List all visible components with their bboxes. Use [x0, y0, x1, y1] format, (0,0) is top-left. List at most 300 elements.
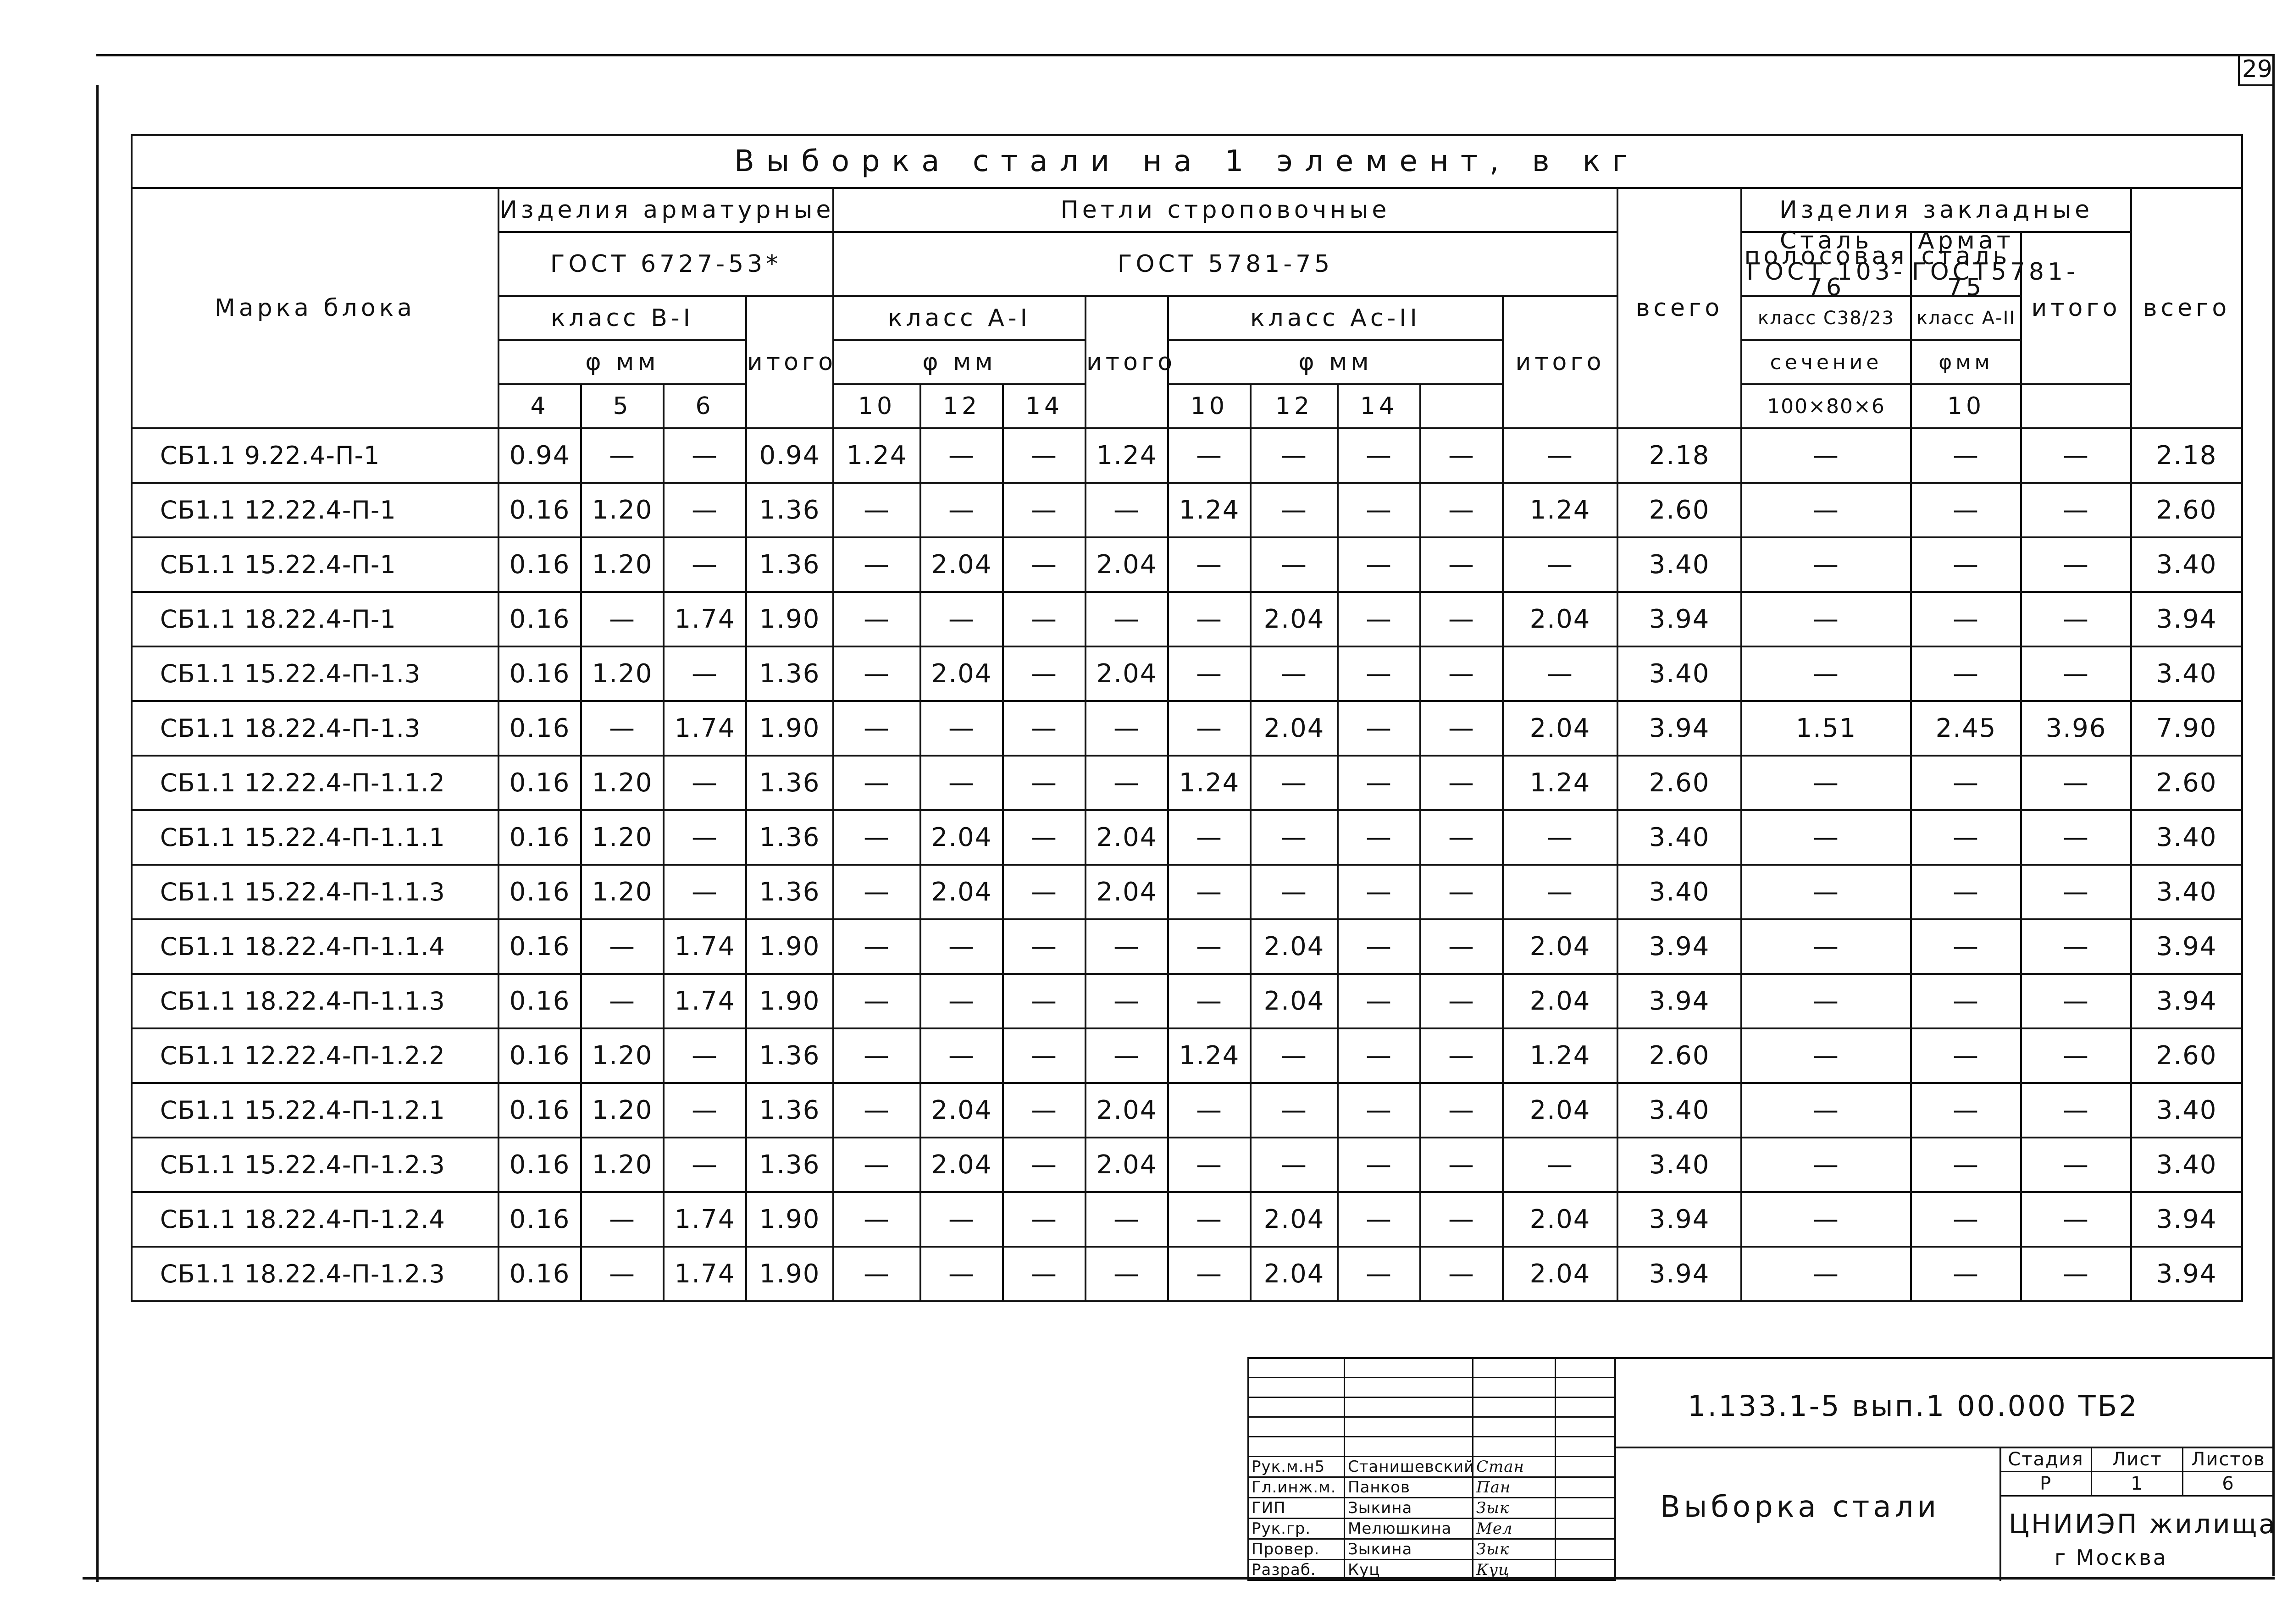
row-cell: — — [1911, 537, 2021, 592]
stamp-blank-cell — [1345, 1417, 1473, 1436]
row-cell: — — [1168, 428, 1251, 483]
row-cell: 3.40 — [2131, 537, 2242, 592]
row-cell: — — [581, 701, 664, 756]
left-border-line — [96, 85, 99, 1582]
stamp-person-row — [1248, 1518, 1615, 1539]
row-cell: 3.94 — [1617, 919, 1741, 974]
row-cell: 3.40 — [2131, 810, 2242, 865]
row-cell: 1.36 — [746, 646, 833, 701]
header-loops-ac2: класс Ас-II — [1168, 296, 1503, 340]
row-cell: — — [1911, 592, 2021, 646]
stage-value: Р — [2000, 1472, 2092, 1496]
row-cell: — — [833, 537, 920, 592]
row-cell: 1.20 — [581, 1138, 664, 1192]
row-cell: — — [920, 483, 1003, 537]
row-cell: 2.45 — [1911, 701, 2021, 756]
row-cell: — — [1251, 865, 1338, 919]
row-cell: — — [1086, 919, 1168, 974]
stamp-role: Гл.инж.м. — [1248, 1477, 1345, 1497]
row-cell: — — [2021, 1247, 2131, 1301]
row-cell: — — [1741, 974, 1911, 1028]
table-row — [132, 1247, 2242, 1301]
row-cell: — — [1338, 1028, 1420, 1083]
stamp-name: Зыкина — [1345, 1497, 1473, 1518]
header-a1-d12: 12 — [920, 384, 1003, 428]
row-cell: 3.40 — [2131, 1083, 2242, 1138]
row-cell: — — [920, 1247, 1003, 1301]
row-cell: — — [2021, 1138, 2131, 1192]
row-cell: 0.94 — [746, 428, 833, 483]
row-cell: — — [1251, 537, 1338, 592]
row-cell: 1.20 — [581, 810, 664, 865]
row-cell: 3.94 — [1617, 974, 1741, 1028]
row-cell: — — [1420, 646, 1503, 701]
sheet-value: 1 — [2092, 1472, 2183, 1496]
stamp-blank-cell — [1248, 1397, 1345, 1417]
row-cell: — — [1911, 483, 2021, 537]
table-row — [132, 1028, 2242, 1083]
row-cell: — — [1911, 756, 2021, 810]
stamp-name: Зыкина — [1345, 1539, 1473, 1559]
row-cell: — — [1741, 1192, 1911, 1247]
row-cell: 3.94 — [1617, 592, 1741, 646]
row-cell: 1.24 — [1168, 483, 1251, 537]
header-loops: Петли строповочные — [833, 188, 1617, 232]
row-mark: СБ1.1 15.22.4-П-1.2.3 — [132, 1138, 498, 1192]
row-cell: 0.16 — [498, 537, 581, 592]
row-cell: 7.90 — [2131, 701, 2242, 756]
row-cell: 3.94 — [1617, 1247, 1741, 1301]
row-cell: 1.36 — [746, 1138, 833, 1192]
row-cell: — — [1168, 1247, 1251, 1301]
right-border-line — [2272, 54, 2275, 1576]
row-cell: — — [1741, 865, 1911, 919]
row-cell: — — [2021, 810, 2131, 865]
table-row — [132, 1083, 2242, 1138]
stamp-blank-cell — [1556, 1358, 1615, 1378]
row-cell: 1.74 — [664, 1192, 746, 1247]
row-cell: — — [1911, 865, 2021, 919]
table-row — [132, 592, 2242, 646]
row-cell: 0.16 — [498, 974, 581, 1028]
stamp-date — [1556, 1518, 1615, 1539]
row-cell: — — [833, 810, 920, 865]
row-cell: — — [664, 810, 746, 865]
page-number: 29 — [2238, 54, 2275, 86]
row-cell: 0.16 — [498, 592, 581, 646]
stamp-blank-cell — [1473, 1397, 1556, 1417]
row-cell: — — [1086, 974, 1168, 1028]
table-row — [132, 865, 2242, 919]
row-cell: — — [1503, 537, 1617, 592]
row-cell: — — [1251, 756, 1338, 810]
row-cell: — — [2021, 919, 2131, 974]
row-cell: — — [1168, 1083, 1251, 1138]
row-cell: 2.04 — [1503, 919, 1617, 974]
row-cell: — — [2021, 537, 2131, 592]
row-cell: — — [581, 592, 664, 646]
stamp-blank-cell — [1473, 1417, 1556, 1436]
row-cell: 2.04 — [1251, 1192, 1338, 1247]
row-cell: — — [833, 756, 920, 810]
stamp-blank-cell — [1345, 1377, 1473, 1397]
row-cell: 1.20 — [581, 756, 664, 810]
row-cell: — — [1251, 1138, 1338, 1192]
row-cell: — — [1086, 756, 1168, 810]
row-cell: — — [1251, 428, 1338, 483]
row-mark: СБ1.1 18.22.4-П-1.2.4 — [132, 1192, 498, 1247]
row-cell: — — [920, 592, 1003, 646]
row-cell: — — [1003, 1138, 1086, 1192]
row-cell: — — [1741, 537, 1911, 592]
doc-title: Выборка стали — [1660, 1490, 1940, 1524]
row-cell: 2.04 — [1086, 646, 1168, 701]
stamp-signature: Стан — [1473, 1456, 1556, 1477]
row-cell: 0.16 — [498, 810, 581, 865]
stamp-name: Мелюшкина — [1345, 1518, 1473, 1539]
row-cell: — — [1420, 974, 1503, 1028]
row-cell: — — [1003, 1247, 1086, 1301]
row-cell: — — [2021, 1192, 2131, 1247]
stamp-person-row — [1248, 1456, 1615, 1477]
row-cell: — — [1741, 1028, 1911, 1083]
stamp-name: Панков — [1345, 1477, 1473, 1497]
row-cell: — — [2021, 428, 2131, 483]
row-cell: — — [664, 865, 746, 919]
stage-table — [1999, 1447, 2275, 1497]
row-cell: 0.16 — [498, 483, 581, 537]
row-cell: 1.90 — [746, 701, 833, 756]
row-cell: 1.74 — [664, 919, 746, 974]
doc-code: 1.133.1-5 вып.1 00.000 ТБ2 — [1688, 1389, 2139, 1423]
row-cell: — — [581, 974, 664, 1028]
row-cell: — — [1338, 592, 1420, 646]
row-cell: 3.40 — [2131, 1138, 2242, 1192]
row-cell: 1.90 — [746, 1247, 833, 1301]
header-emb-sec: сечение — [1741, 340, 1911, 384]
row-cell: — — [1003, 1028, 1086, 1083]
row-cell: — — [581, 919, 664, 974]
table-row — [132, 974, 2242, 1028]
row-cell: 3.40 — [1617, 646, 1741, 701]
row-cell: 1.36 — [746, 756, 833, 810]
row-mark: СБ1.1 15.22.4-П-1.1.1 — [132, 810, 498, 865]
row-cell: — — [920, 428, 1003, 483]
row-cell: 3.40 — [1617, 1083, 1741, 1138]
row-cell: 2.04 — [920, 1083, 1003, 1138]
row-cell: — — [1338, 701, 1420, 756]
row-cell: — — [1003, 1192, 1086, 1247]
row-cell: — — [1168, 701, 1251, 756]
row-cell: — — [1003, 810, 1086, 865]
row-cell: 2.04 — [1503, 701, 1617, 756]
stamp-blank-row — [1248, 1397, 1615, 1417]
row-mark: СБ1.1 12.22.4-П-1 — [132, 483, 498, 537]
row-cell: — — [1741, 428, 1911, 483]
row-cell: — — [920, 919, 1003, 974]
row-cell: — — [1741, 646, 1911, 701]
header-arm-phi: φ мм — [498, 340, 746, 384]
stamp-blank-cell — [1248, 1358, 1345, 1378]
row-cell: 1.24 — [1503, 483, 1617, 537]
row-cell: — — [1003, 919, 1086, 974]
row-cell: — — [1420, 592, 1503, 646]
table-row — [132, 810, 2242, 865]
row-cell: — — [1338, 810, 1420, 865]
row-cell: — — [664, 1138, 746, 1192]
row-cell: — — [2021, 483, 2131, 537]
row-cell: — — [1420, 428, 1503, 483]
stamp-role: ГИП — [1248, 1497, 1345, 1518]
row-cell: — — [1168, 592, 1251, 646]
row-mark: СБ1.1 9.22.4-П-1 — [132, 428, 498, 483]
stamp-name: Куц — [1345, 1559, 1473, 1580]
stamp-blank-row — [1248, 1377, 1615, 1397]
stamp-person-row — [1248, 1559, 1615, 1580]
header-total: всего — [2131, 188, 2242, 428]
header-loops-a1: класс А-I — [833, 296, 1086, 340]
row-cell: — — [1338, 756, 1420, 810]
row-cell: — — [1420, 483, 1503, 537]
row-cell: 3.40 — [2131, 865, 2242, 919]
header-ac2-blank — [1420, 384, 1503, 428]
row-cell: 3.94 — [2131, 974, 2242, 1028]
row-cell: — — [1003, 428, 1086, 483]
row-cell: — — [1338, 483, 1420, 537]
row-cell: — — [1003, 865, 1086, 919]
row-cell: 2.04 — [1503, 974, 1617, 1028]
row-cell: 2.04 — [1251, 919, 1338, 974]
row-cell: — — [1420, 756, 1503, 810]
row-cell: 2.04 — [1503, 1083, 1617, 1138]
row-cell: — — [1420, 1028, 1503, 1083]
row-cell: 2.04 — [1086, 1138, 1168, 1192]
row-cell: 1.90 — [746, 1192, 833, 1247]
row-cell: — — [1420, 810, 1503, 865]
row-cell: 1.90 — [746, 974, 833, 1028]
header-ac2-d10: 10 — [1168, 384, 1251, 428]
table-row — [132, 1138, 2242, 1192]
stamp-signature: Зык — [1473, 1539, 1556, 1559]
row-cell: 1.74 — [664, 701, 746, 756]
row-cell: — — [1338, 537, 1420, 592]
row-cell: 1.24 — [833, 428, 920, 483]
row-cell: 3.40 — [1617, 1138, 1741, 1192]
row-cell: 2.04 — [1086, 1083, 1168, 1138]
row-cell: — — [664, 537, 746, 592]
stamp-signature: Куц — [1473, 1559, 1556, 1580]
row-cell: 0.16 — [498, 646, 581, 701]
row-cell: — — [2021, 646, 2131, 701]
row-cell: — — [664, 428, 746, 483]
row-cell: — — [1911, 919, 2021, 974]
row-cell: — — [833, 1138, 920, 1192]
row-cell: 3.94 — [2131, 1192, 2242, 1247]
stamp-blank-cell — [1473, 1358, 1556, 1378]
row-cell: 1.90 — [746, 919, 833, 974]
row-cell: 1.51 — [1741, 701, 1911, 756]
row-cell: — — [1086, 592, 1168, 646]
row-cell: 1.36 — [746, 810, 833, 865]
row-cell: — — [1168, 537, 1251, 592]
row-cell: 2.04 — [1251, 592, 1338, 646]
header-emb-itogo: итого — [2021, 232, 2131, 384]
row-cell: 2.04 — [1503, 592, 1617, 646]
row-cell: — — [581, 428, 664, 483]
row-cell: — — [1420, 1192, 1503, 1247]
stamp-person-row — [1248, 1539, 1615, 1559]
header-arm-class: класс В-I — [498, 296, 746, 340]
row-cell: — — [1003, 974, 1086, 1028]
header-ac2-d14: 14 — [1338, 384, 1420, 428]
sheets-label: Листов — [2183, 1447, 2274, 1472]
row-cell: 0.16 — [498, 1247, 581, 1301]
row-cell: — — [1420, 1138, 1503, 1192]
row-cell: 0.16 — [498, 1192, 581, 1247]
header-emb-class1: класс С38/23 — [1741, 296, 1911, 340]
row-cell: — — [1741, 1247, 1911, 1301]
row-mark: СБ1.1 18.22.4-П-1.3 — [132, 701, 498, 756]
row-cell: 1.24 — [1168, 1028, 1251, 1083]
stamp-blank-cell — [1345, 1358, 1473, 1378]
stamp-person-row — [1248, 1477, 1615, 1497]
stamp-blank-row — [1248, 1436, 1615, 1456]
row-cell: — — [1420, 919, 1503, 974]
row-cell: — — [1741, 483, 1911, 537]
table-row — [132, 756, 2242, 810]
row-cell: — — [1741, 1083, 1911, 1138]
table-row — [132, 483, 2242, 537]
header-emb-steel: Сталь полосовая ГОСТ 103-76 — [1741, 232, 1911, 296]
row-cell: 0.16 — [498, 1083, 581, 1138]
table-row — [132, 1192, 2242, 1247]
header-loops-gost: ГОСТ 5781-75 — [833, 232, 1617, 296]
row-cell: — — [2021, 1083, 2131, 1138]
header-loops-a1-itogo: итого — [1086, 296, 1168, 428]
row-cell: — — [2021, 865, 2131, 919]
row-cell: — — [1168, 919, 1251, 974]
stamp-role: Разраб. — [1248, 1559, 1345, 1580]
row-cell: — — [1003, 646, 1086, 701]
row-cell: 2.04 — [1251, 701, 1338, 756]
steel-table — [131, 134, 2243, 1302]
row-cell: — — [833, 592, 920, 646]
header-emb-phi: φмм — [1911, 340, 2021, 384]
row-cell: — — [664, 1028, 746, 1083]
stamp-blank-cell — [1248, 1417, 1345, 1436]
row-mark: СБ1.1 15.22.4-П-1.3 — [132, 646, 498, 701]
table-title: Выборка стали на 1 элемент, в кг — [132, 135, 2242, 188]
row-cell: 1.36 — [746, 537, 833, 592]
row-cell: — — [920, 1028, 1003, 1083]
org-city: г Москва — [2055, 1545, 2168, 1570]
row-cell: — — [1338, 919, 1420, 974]
row-cell: — — [920, 701, 1003, 756]
header-ac2-d12: 12 — [1251, 384, 1338, 428]
row-cell: 2.04 — [1251, 974, 1338, 1028]
row-cell: 2.04 — [1086, 865, 1168, 919]
row-cell: 2.18 — [1617, 428, 1741, 483]
stage-label: Стадия — [2000, 1447, 2092, 1472]
header-a1-d10: 10 — [833, 384, 920, 428]
row-cell: 2.60 — [1617, 756, 1741, 810]
row-cell: — — [1741, 919, 1911, 974]
row-cell: — — [664, 1083, 746, 1138]
row-cell: 3.94 — [1617, 701, 1741, 756]
stamp-blank-cell — [1556, 1417, 1615, 1436]
row-cell: — — [664, 483, 746, 537]
stamp-name: Станишевский — [1345, 1456, 1473, 1477]
row-cell: 1.36 — [746, 1028, 833, 1083]
row-cell: — — [1086, 483, 1168, 537]
row-cell: — — [1338, 1192, 1420, 1247]
row-mark: СБ1.1 12.22.4-П-1.2.2 — [132, 1028, 498, 1083]
stamp-role: Рук.м.н5 — [1248, 1456, 1345, 1477]
row-cell: — — [664, 646, 746, 701]
row-cell: — — [1338, 1083, 1420, 1138]
row-cell: — — [1420, 537, 1503, 592]
row-cell: — — [2021, 592, 2131, 646]
row-cell: — — [581, 1192, 664, 1247]
row-cell: — — [1911, 1247, 2021, 1301]
row-cell: — — [1503, 865, 1617, 919]
row-mark: СБ1.1 15.22.4-П-1.2.1 — [132, 1083, 498, 1138]
row-cell: 1.24 — [1086, 428, 1168, 483]
row-cell: 2.60 — [2131, 756, 2242, 810]
row-cell: — — [833, 1192, 920, 1247]
row-cell: — — [1168, 974, 1251, 1028]
row-cell: — — [1168, 810, 1251, 865]
row-cell: — — [1086, 701, 1168, 756]
row-cell: 1.74 — [664, 1247, 746, 1301]
row-cell: — — [833, 919, 920, 974]
row-cell: — — [833, 483, 920, 537]
sheet-label: Лист — [2092, 1447, 2183, 1472]
row-cell: 2.04 — [920, 1138, 1003, 1192]
title-block — [1247, 1357, 2275, 1581]
stamp-blank-cell — [1345, 1436, 1473, 1456]
row-cell: — — [1251, 646, 1338, 701]
row-cell: 0.16 — [498, 1138, 581, 1192]
row-cell: 1.36 — [746, 483, 833, 537]
row-cell: — — [1168, 646, 1251, 701]
row-cell: 1.90 — [746, 592, 833, 646]
row-cell: 1.20 — [581, 865, 664, 919]
row-cell: 2.04 — [1086, 537, 1168, 592]
row-cell: — — [1911, 1028, 2021, 1083]
header-mark: Марка блока — [132, 188, 498, 428]
row-cell: 2.60 — [1617, 1028, 1741, 1083]
row-cell: — — [1420, 865, 1503, 919]
row-cell: — — [1911, 646, 2021, 701]
header-emb: Изделия закладные — [1741, 188, 2131, 232]
row-cell: 0.16 — [498, 1028, 581, 1083]
header-a1-d14: 14 — [1003, 384, 1086, 428]
table-row — [132, 701, 2242, 756]
row-cell: — — [1003, 483, 1086, 537]
header-arm-itogo: итого — [746, 296, 833, 428]
header-emb-sec-val: 100×80×6 — [1741, 384, 1911, 428]
row-cell: — — [581, 1247, 664, 1301]
row-cell: 1.24 — [1503, 756, 1617, 810]
row-cell: — — [833, 646, 920, 701]
row-cell: — — [1741, 756, 1911, 810]
row-cell: — — [1338, 974, 1420, 1028]
stamp-blank-cell — [1556, 1377, 1615, 1397]
row-cell: 1.20 — [581, 1028, 664, 1083]
row-cell: — — [664, 756, 746, 810]
stamp-blank-cell — [1556, 1436, 1615, 1456]
